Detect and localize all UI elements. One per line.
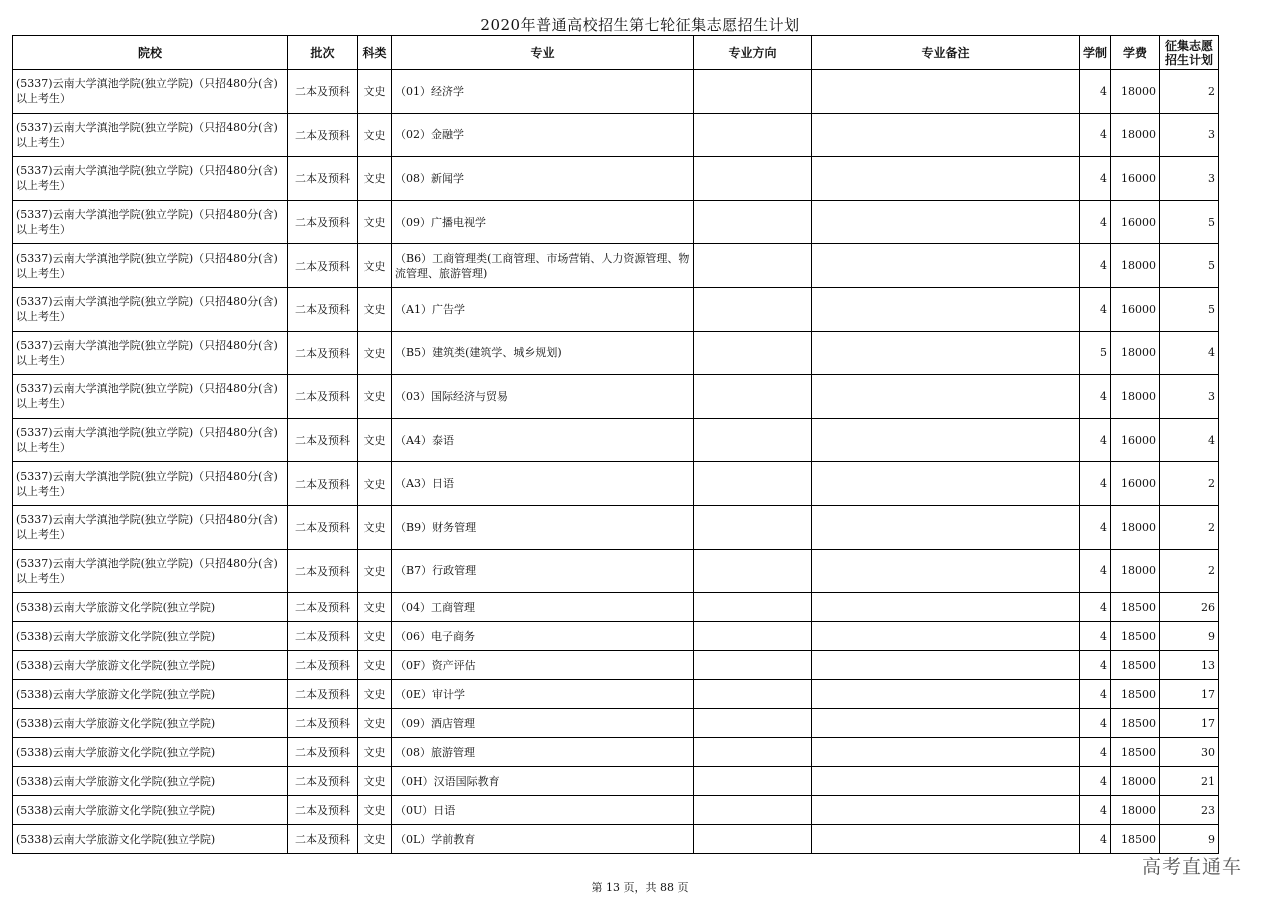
row-major: （A1）广告学 bbox=[392, 287, 694, 331]
row-batch: 二本及预科 bbox=[288, 244, 358, 288]
row-plan: 23 bbox=[1160, 796, 1219, 825]
row-plan: 4 bbox=[1160, 418, 1219, 462]
row-remark bbox=[812, 622, 1080, 651]
row-years: 4 bbox=[1080, 200, 1111, 244]
row-major: （A3）日语 bbox=[392, 462, 694, 506]
row-batch: 二本及预科 bbox=[288, 680, 358, 709]
row-school: (5337)云南大学滇池学院(独立学院)（只招480分(含)以上考生） bbox=[13, 331, 288, 375]
row-major: （02）金融学 bbox=[392, 113, 694, 157]
row-plan: 26 bbox=[1160, 593, 1219, 622]
row-fee: 18500 bbox=[1111, 738, 1160, 767]
row-plan: 5 bbox=[1160, 287, 1219, 331]
row-school: (5337)云南大学滇池学院(独立学院)（只招480分(含)以上考生） bbox=[13, 549, 288, 593]
row-batch: 二本及预科 bbox=[288, 200, 358, 244]
row-batch: 二本及预科 bbox=[288, 593, 358, 622]
table-row bbox=[13, 70, 1219, 114]
table-row bbox=[13, 709, 1219, 738]
row-category: 文史 bbox=[358, 70, 392, 114]
row-school: (5337)云南大学滇池学院(独立学院)（只招480分(含)以上考生） bbox=[13, 462, 288, 506]
row-fee: 18000 bbox=[1111, 767, 1160, 796]
table-row bbox=[13, 651, 1219, 680]
row-school: (5338)云南大学旅游文化学院(独立学院) bbox=[13, 796, 288, 825]
row-plan: 2 bbox=[1160, 505, 1219, 549]
row-fee: 18500 bbox=[1111, 825, 1160, 854]
row-fee: 18500 bbox=[1111, 593, 1160, 622]
row-school: (5338)云南大学旅游文化学院(独立学院) bbox=[13, 738, 288, 767]
row-years: 4 bbox=[1080, 418, 1111, 462]
row-school: (5337)云南大学滇池学院(独立学院)（只招480分(含)以上考生） bbox=[13, 418, 288, 462]
row-school: (5338)云南大学旅游文化学院(独立学院) bbox=[13, 767, 288, 796]
header-plan bbox=[1160, 36, 1219, 70]
row-batch: 二本及预科 bbox=[288, 825, 358, 854]
row-plan: 9 bbox=[1160, 622, 1219, 651]
row-batch: 二本及预科 bbox=[288, 622, 358, 651]
row-major: （03）国际经济与贸易 bbox=[392, 375, 694, 419]
row-remark bbox=[812, 287, 1080, 331]
row-fee: 18000 bbox=[1111, 375, 1160, 419]
row-batch: 二本及预科 bbox=[288, 549, 358, 593]
row-plan: 3 bbox=[1160, 113, 1219, 157]
row-batch: 二本及预科 bbox=[288, 113, 358, 157]
header-remark: 专业备注 bbox=[812, 36, 1080, 70]
row-direction bbox=[694, 709, 812, 738]
header-batch: 批次 bbox=[288, 36, 358, 70]
header-years: 学制 bbox=[1080, 36, 1111, 70]
row-remark bbox=[812, 70, 1080, 114]
row-direction bbox=[694, 418, 812, 462]
row-years: 4 bbox=[1080, 70, 1111, 114]
row-school: (5337)云南大学滇池学院(独立学院)（只招480分(含)以上考生） bbox=[13, 70, 288, 114]
row-category: 文史 bbox=[358, 825, 392, 854]
table-row bbox=[13, 796, 1219, 825]
row-years: 4 bbox=[1080, 244, 1111, 288]
watermark: 高考直通车 bbox=[1142, 856, 1243, 878]
row-category: 文史 bbox=[358, 331, 392, 375]
header-plan-line1: 征集志愿 bbox=[1164, 38, 1213, 53]
row-direction bbox=[694, 287, 812, 331]
row-category: 文史 bbox=[358, 767, 392, 796]
row-school: (5338)云南大学旅游文化学院(独立学院) bbox=[13, 709, 288, 738]
row-batch: 二本及预科 bbox=[288, 70, 358, 114]
table-row bbox=[13, 767, 1219, 796]
row-category: 文史 bbox=[358, 680, 392, 709]
row-school: (5338)云南大学旅游文化学院(独立学院) bbox=[13, 593, 288, 622]
row-category: 文史 bbox=[358, 157, 392, 201]
row-years: 4 bbox=[1080, 825, 1111, 854]
row-batch: 二本及预科 bbox=[288, 331, 358, 375]
row-plan: 9 bbox=[1160, 825, 1219, 854]
row-plan: 3 bbox=[1160, 157, 1219, 201]
row-major: （0E）审计学 bbox=[392, 680, 694, 709]
table-row bbox=[13, 462, 1219, 506]
row-major: （B7）行政管理 bbox=[392, 549, 694, 593]
row-major: （09）酒店管理 bbox=[392, 709, 694, 738]
row-fee: 18000 bbox=[1111, 796, 1160, 825]
admission-plan-table bbox=[12, 35, 1219, 854]
row-major: （0L）学前教育 bbox=[392, 825, 694, 854]
table-row bbox=[13, 375, 1219, 419]
row-direction bbox=[694, 462, 812, 506]
row-remark bbox=[812, 767, 1080, 796]
header-fee: 学费 bbox=[1111, 36, 1160, 70]
row-plan: 17 bbox=[1160, 709, 1219, 738]
row-school: (5337)云南大学滇池学院(独立学院)（只招480分(含)以上考生） bbox=[13, 375, 288, 419]
row-batch: 二本及预科 bbox=[288, 796, 358, 825]
row-direction bbox=[694, 244, 812, 288]
row-major: （0H）汉语国际教育 bbox=[392, 767, 694, 796]
row-years: 4 bbox=[1080, 738, 1111, 767]
row-major: （B6）工商管理类(工商管理、市场营销、人力资源管理、物流管理、旅游管理) bbox=[392, 244, 694, 288]
header-major: 专业 bbox=[392, 36, 694, 70]
row-fee: 18500 bbox=[1111, 651, 1160, 680]
table-row bbox=[13, 418, 1219, 462]
table-row bbox=[13, 593, 1219, 622]
row-fee: 18000 bbox=[1111, 244, 1160, 288]
row-remark bbox=[812, 825, 1080, 854]
table-row bbox=[13, 113, 1219, 157]
row-direction bbox=[694, 375, 812, 419]
header-school: 院校 bbox=[13, 36, 288, 70]
row-category: 文史 bbox=[358, 738, 392, 767]
row-direction bbox=[694, 651, 812, 680]
row-direction bbox=[694, 680, 812, 709]
row-years: 4 bbox=[1080, 651, 1111, 680]
row-category: 文史 bbox=[358, 244, 392, 288]
row-remark bbox=[812, 796, 1080, 825]
page-title: 2020年普通高校招生第七轮征集志愿招生计划 bbox=[480, 16, 800, 34]
row-fee: 18000 bbox=[1111, 549, 1160, 593]
table-row bbox=[13, 680, 1219, 709]
row-major: （06）电子商务 bbox=[392, 622, 694, 651]
table-row bbox=[13, 505, 1219, 549]
row-major: （B5）建筑类(建筑学、城乡规划) bbox=[392, 331, 694, 375]
row-category: 文史 bbox=[358, 375, 392, 419]
table-row bbox=[13, 549, 1219, 593]
row-category: 文史 bbox=[358, 593, 392, 622]
row-fee: 18500 bbox=[1111, 709, 1160, 738]
row-remark bbox=[812, 462, 1080, 506]
row-plan: 2 bbox=[1160, 70, 1219, 114]
row-fee: 18000 bbox=[1111, 331, 1160, 375]
table-row bbox=[13, 825, 1219, 854]
row-fee: 16000 bbox=[1111, 287, 1160, 331]
row-school: (5337)云南大学滇池学院(独立学院)（只招480分(含)以上考生） bbox=[13, 287, 288, 331]
row-fee: 18000 bbox=[1111, 113, 1160, 157]
row-remark bbox=[812, 680, 1080, 709]
header-category: 科类 bbox=[358, 36, 392, 70]
row-batch: 二本及预科 bbox=[288, 651, 358, 680]
row-remark bbox=[812, 709, 1080, 738]
row-major: （A4）泰语 bbox=[392, 418, 694, 462]
row-direction bbox=[694, 825, 812, 854]
row-remark bbox=[812, 651, 1080, 680]
row-category: 文史 bbox=[358, 622, 392, 651]
row-direction bbox=[694, 70, 812, 114]
row-category: 文史 bbox=[358, 796, 392, 825]
row-direction bbox=[694, 505, 812, 549]
row-category: 文史 bbox=[358, 505, 392, 549]
row-years: 5 bbox=[1080, 331, 1111, 375]
row-category: 文史 bbox=[358, 418, 392, 462]
row-remark bbox=[812, 505, 1080, 549]
row-category: 文史 bbox=[358, 113, 392, 157]
row-plan: 2 bbox=[1160, 462, 1219, 506]
row-fee: 18500 bbox=[1111, 680, 1160, 709]
row-years: 4 bbox=[1080, 767, 1111, 796]
table-row bbox=[13, 244, 1219, 288]
row-plan: 4 bbox=[1160, 331, 1219, 375]
row-direction bbox=[694, 331, 812, 375]
row-plan: 21 bbox=[1160, 767, 1219, 796]
row-school: (5337)云南大学滇池学院(独立学院)（只招480分(含)以上考生） bbox=[13, 244, 288, 288]
row-batch: 二本及预科 bbox=[288, 287, 358, 331]
row-fee: 18000 bbox=[1111, 70, 1160, 114]
row-batch: 二本及预科 bbox=[288, 709, 358, 738]
row-plan: 3 bbox=[1160, 375, 1219, 419]
row-fee: 16000 bbox=[1111, 157, 1160, 201]
table-body bbox=[13, 70, 1219, 854]
row-remark bbox=[812, 113, 1080, 157]
row-batch: 二本及预科 bbox=[288, 462, 358, 506]
row-remark bbox=[812, 418, 1080, 462]
row-years: 4 bbox=[1080, 375, 1111, 419]
row-direction bbox=[694, 157, 812, 201]
row-direction bbox=[694, 549, 812, 593]
header-plan-line2: 招生计划 bbox=[1164, 52, 1213, 67]
header-direction: 专业方向 bbox=[694, 36, 812, 70]
row-category: 文史 bbox=[358, 549, 392, 593]
row-years: 4 bbox=[1080, 593, 1111, 622]
table-row bbox=[13, 287, 1219, 331]
row-direction bbox=[694, 593, 812, 622]
row-years: 4 bbox=[1080, 622, 1111, 651]
row-plan: 13 bbox=[1160, 651, 1219, 680]
row-major: （0F）资产评估 bbox=[392, 651, 694, 680]
row-direction bbox=[694, 796, 812, 825]
table-row bbox=[13, 738, 1219, 767]
row-direction bbox=[694, 738, 812, 767]
row-direction bbox=[694, 113, 812, 157]
row-plan: 30 bbox=[1160, 738, 1219, 767]
row-remark bbox=[812, 549, 1080, 593]
table-row bbox=[13, 200, 1219, 244]
row-major: （08）新闻学 bbox=[392, 157, 694, 201]
row-remark bbox=[812, 157, 1080, 201]
row-fee: 16000 bbox=[1111, 462, 1160, 506]
row-category: 文史 bbox=[358, 651, 392, 680]
row-fee: 18000 bbox=[1111, 505, 1160, 549]
table-header-row bbox=[13, 36, 1219, 70]
row-years: 4 bbox=[1080, 796, 1111, 825]
row-category: 文史 bbox=[358, 462, 392, 506]
row-school: (5338)云南大学旅游文化学院(独立学院) bbox=[13, 622, 288, 651]
row-batch: 二本及预科 bbox=[288, 738, 358, 767]
row-major: （01）经济学 bbox=[392, 70, 694, 114]
row-years: 4 bbox=[1080, 462, 1111, 506]
row-plan: 2 bbox=[1160, 549, 1219, 593]
row-years: 4 bbox=[1080, 505, 1111, 549]
row-school: (5338)云南大学旅游文化学院(独立学院) bbox=[13, 651, 288, 680]
row-major: （B9）财务管理 bbox=[392, 505, 694, 549]
row-remark bbox=[812, 593, 1080, 622]
row-batch: 二本及预科 bbox=[288, 375, 358, 419]
row-school: (5337)云南大学滇池学院(独立学院)（只招480分(含)以上考生） bbox=[13, 505, 288, 549]
row-remark bbox=[812, 331, 1080, 375]
row-major: （08）旅游管理 bbox=[392, 738, 694, 767]
row-remark bbox=[812, 375, 1080, 419]
row-years: 4 bbox=[1080, 287, 1111, 331]
row-fee: 16000 bbox=[1111, 418, 1160, 462]
row-category: 文史 bbox=[358, 200, 392, 244]
table-row bbox=[13, 331, 1219, 375]
row-category: 文史 bbox=[358, 709, 392, 738]
row-school: (5337)云南大学滇池学院(独立学院)（只招480分(含)以上考生） bbox=[13, 200, 288, 244]
row-remark bbox=[812, 200, 1080, 244]
row-remark bbox=[812, 738, 1080, 767]
row-school: (5337)云南大学滇池学院(独立学院)（只招480分(含)以上考生） bbox=[13, 113, 288, 157]
row-school: (5338)云南大学旅游文化学院(独立学院) bbox=[13, 680, 288, 709]
row-years: 4 bbox=[1080, 549, 1111, 593]
table-row bbox=[13, 622, 1219, 651]
row-batch: 二本及预科 bbox=[288, 157, 358, 201]
row-years: 4 bbox=[1080, 709, 1111, 738]
row-plan: 5 bbox=[1160, 200, 1219, 244]
page-footer: 第 13 页，共 88 页 bbox=[591, 881, 689, 894]
row-batch: 二本及预科 bbox=[288, 418, 358, 462]
row-plan: 5 bbox=[1160, 244, 1219, 288]
row-direction bbox=[694, 200, 812, 244]
row-major: （04）工商管理 bbox=[392, 593, 694, 622]
row-remark bbox=[812, 244, 1080, 288]
row-batch: 二本及预科 bbox=[288, 767, 358, 796]
table-row bbox=[13, 157, 1219, 201]
row-category: 文史 bbox=[358, 287, 392, 331]
row-school: (5337)云南大学滇池学院(独立学院)（只招480分(含)以上考生） bbox=[13, 157, 288, 201]
row-fee: 18500 bbox=[1111, 622, 1160, 651]
row-plan: 17 bbox=[1160, 680, 1219, 709]
row-direction bbox=[694, 622, 812, 651]
row-years: 4 bbox=[1080, 680, 1111, 709]
row-batch: 二本及预科 bbox=[288, 505, 358, 549]
row-major: （0U）日语 bbox=[392, 796, 694, 825]
row-major: （09）广播电视学 bbox=[392, 200, 694, 244]
row-direction bbox=[694, 767, 812, 796]
row-years: 4 bbox=[1080, 157, 1111, 201]
row-years: 4 bbox=[1080, 113, 1111, 157]
row-fee: 16000 bbox=[1111, 200, 1160, 244]
row-school: (5338)云南大学旅游文化学院(独立学院) bbox=[13, 825, 288, 854]
